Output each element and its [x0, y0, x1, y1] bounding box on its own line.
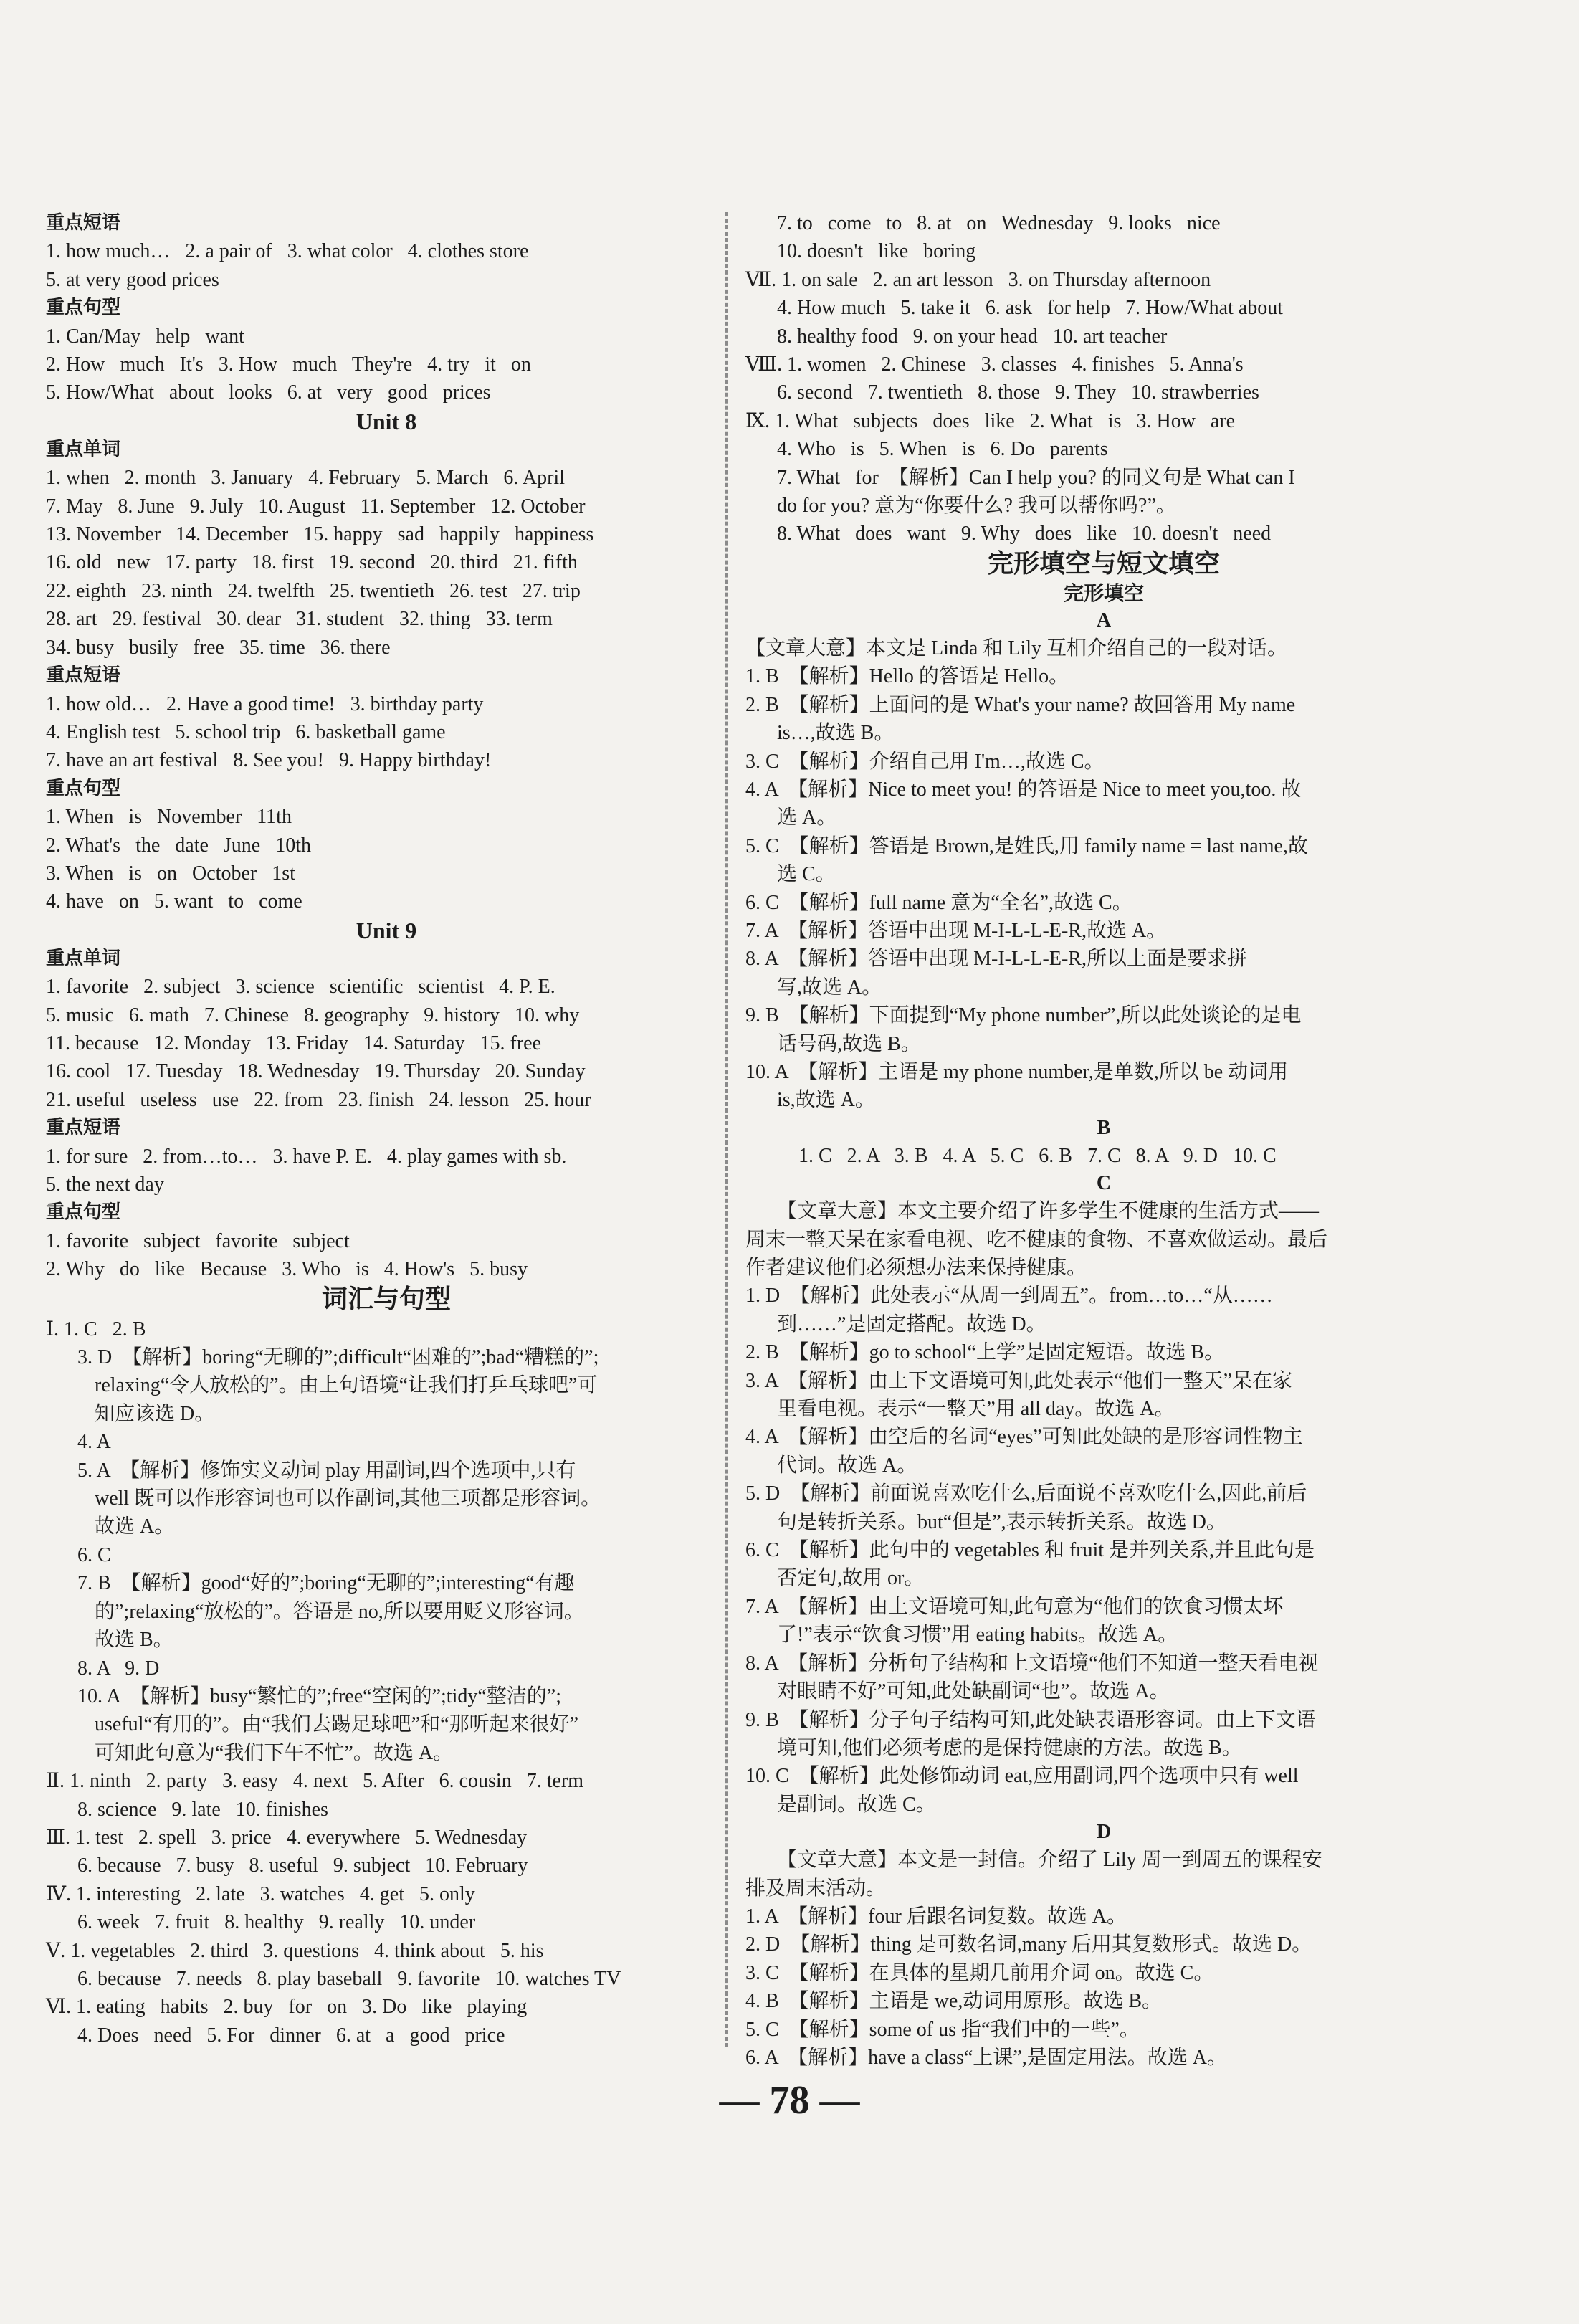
- text-line: 3. D 【解析】boring“无聊的”;difficult“困难的”;bad“糟糕的”;: [77, 1346, 599, 1369]
- unit-title: Unit 8: [356, 408, 417, 434]
- text-line: 5. at very good prices: [46, 268, 219, 291]
- text-line: 8. healthy food 9. on your head 10. art teacher: [777, 325, 1168, 348]
- text-line: 【文章大意】本文是一封信。介绍了 Lily 周一到周五的课程安: [777, 1849, 1322, 1872]
- text-line: 到……”是固定搭配。故选 D。: [777, 1313, 1046, 1335]
- section-heading: 重点短语: [46, 1117, 121, 1139]
- passage-label: D: [1096, 1821, 1112, 1844]
- text-line: 代词。故选 A。: [777, 1454, 917, 1477]
- text-line: 1. A 【解析】four 后跟名词复数。故选 A。: [745, 1905, 1127, 1928]
- text-line: 4. English test 5. school trip 6. basketball game: [46, 720, 446, 743]
- text-line: 1. B 【解析】Hello 的答语是 Hello。: [745, 665, 1069, 688]
- text-line: 1. favorite subject favorite subject: [46, 1229, 350, 1252]
- text-line: 7. A 【解析】由上文语境可知,此句意为“他们的饮食习惯太坏: [745, 1595, 1284, 1618]
- text-line: 7. A 【解析】答语中出现 M-I-L-L-E-R,故选 A。: [745, 919, 1167, 942]
- text-line: 【文章大意】本文主要介绍了许多学生不健康的生活方式——: [777, 1200, 1320, 1223]
- section-heading: 重点短语: [46, 665, 121, 687]
- text-line: 6. C 【解析】此句中的 vegetables 和 fruit 是并列关系,并且此句是: [745, 1539, 1315, 1562]
- text-line: 5. How/What about looks 6. at very good prices: [46, 381, 491, 404]
- text-line: is,故选 A。: [777, 1089, 875, 1112]
- text-line: 5. C 【解析】some of us 指“我们中的一些”。: [745, 2018, 1140, 2041]
- text-line: Ⅲ. 1. test 2. spell 3. price 4. everywhere 5. Wednesday: [46, 1826, 528, 1849]
- text-line: 8. A 9. D: [77, 1657, 160, 1680]
- text-line: 知应该选 D。: [95, 1402, 215, 1425]
- text-line: 21. useful useless use 22. from 23. finish 24. lesson 25. hour: [46, 1088, 591, 1111]
- section-heading: 重点单词: [46, 947, 121, 969]
- text-line: Ⅰ. 1. C 2. B: [46, 1318, 146, 1340]
- text-line: 作者建议他们必须想办法来保持健康。: [745, 1257, 1087, 1279]
- text-line: 10. A 【解析】busy“繁忙的”;free“空闲的”;tidy“整洁的”;: [77, 1685, 561, 1708]
- text-line: 10. doesn't like boring: [777, 240, 976, 263]
- text-line: 13. November 14. December 15. happy sad happily happiness: [46, 523, 594, 546]
- text-line: 2. D 【解析】thing 是可数名词,many 后用其复数形式。故选 D。: [745, 1933, 1312, 1956]
- text-line: Ⅵ. 1. eating habits 2. buy for on 3. Do like playing: [46, 1996, 528, 2019]
- text-line: 是副词。故选 C。: [777, 1793, 936, 1816]
- text-line: 6. because 7. busy 8. useful 9. subject 10. February: [77, 1854, 528, 1877]
- text-line: do for you? 意为“你要什么? 我可以帮你吗?”。: [777, 495, 1176, 518]
- text-line: 7. to come to 8. at on Wednesday 9. looks nice: [777, 212, 1221, 234]
- text-line: 28. art 29. festival 30. dear 31. student 32. thing 33. term: [46, 608, 553, 631]
- text-line: 【文章大意】本文是 Linda 和 Lily 互相介绍自己的一段对话。: [745, 637, 1287, 659]
- text-line: 4. A 【解析】Nice to meet you! 的答语是 Nice to meet you,too. 故: [745, 778, 1302, 801]
- left-column: [46, 209, 727, 2049]
- text-line: 16. cool 17. Tuesday 18. Wednesday 19. Thursday 20. Sunday: [46, 1060, 586, 1083]
- text-line: 2. Why do like Because 3. Who is 4. How's 5. busy: [46, 1258, 528, 1281]
- text-line: 1. for sure 2. from…to… 3. have P. E. 4. play games with sb.: [46, 1145, 567, 1168]
- text-line: 对眼睛不好”可知,此处缺副词“也”。故选 A。: [777, 1680, 1170, 1703]
- text-line: 3. A 【解析】由上下文语境可知,此处表示“他们一整天”呆在家: [745, 1369, 1292, 1392]
- text-line: 6. C: [77, 1543, 111, 1566]
- text-line: 4. Does need 5. For dinner 6. at a good price: [77, 2024, 505, 2047]
- text-line: 11. because 12. Monday 13. Friday 14. Saturday 15. free: [46, 1032, 542, 1054]
- part-title: 完形填空与短文填空: [987, 548, 1220, 578]
- text-line: 3. When is on October 1st: [46, 862, 295, 885]
- part-subtitle: 完形填空: [1063, 581, 1144, 605]
- text-line: 7. May 8. June 9. July 10. August 11. September 12. October: [46, 495, 586, 518]
- text-line: 5. C 【解析】答语是 Brown,是姓氏,用 family name = last name,故: [745, 834, 1308, 857]
- text-line: 里看电视。表示“一整天”用 all day。故选 A。: [777, 1398, 1175, 1421]
- text-line: 境可知,他们必须考虑的是保持健康的方法。故选 B。: [777, 1736, 1242, 1759]
- text-line: Ⅸ. 1. What subjects does like 2. What is 3. How are: [745, 409, 1236, 432]
- text-line: 16. old new 17. party 18. first 19. second 20. third 21. fifth: [46, 551, 578, 574]
- text-line: 选 A。: [777, 806, 837, 829]
- text-line: 34. busy busily free 35. time 36. there: [46, 636, 391, 659]
- text-line: 5. the next day: [46, 1173, 164, 1196]
- text-line: 1. Can/May help want: [46, 325, 244, 348]
- text-line: 10. C 【解析】此处修饰动词 eat,应用副词,四个选项中只有 well: [745, 1765, 1299, 1788]
- text-line: 8. science 9. late 10. finishes: [77, 1798, 328, 1821]
- text-line: 1. When is November 11th: [46, 806, 292, 829]
- passage-label: A: [1096, 609, 1112, 632]
- text-line: 22. eighth 23. ninth 24. twelfth 25. twentieth 26. test 27. trip: [46, 579, 581, 602]
- text-line: 6. week 7. fruit 8. healthy 9. really 10. under: [77, 1911, 476, 1934]
- text-line: Ⅳ. 1. interesting 2. late 3. watches 4. get 5. only: [46, 1882, 475, 1905]
- text-line: 否定句,故用 or。: [777, 1567, 925, 1590]
- text-line: 故选 B。: [95, 1629, 173, 1652]
- text-line: 的”;relaxing“放松的”。答语是 no,所以要用贬义形容词。: [95, 1600, 584, 1623]
- text-line: useful“有用的”。由“我们去踢足球吧”和“那听起来很好”: [95, 1713, 578, 1736]
- text-line: Ⅶ. 1. on sale 2. an art lesson 3. on Thursday afternoon: [745, 268, 1211, 291]
- column-divider: [725, 212, 728, 2047]
- text-line: 选 C。: [777, 863, 836, 886]
- answer-line: 1. C 2. A 3. B 4. A 5. C 6. B 7. C 8. A 9. D 10. C: [798, 1144, 1277, 1167]
- text-line: 2. B 【解析】上面问的是 What's your name? 故回答用 My name: [745, 693, 1296, 716]
- text-line: 3. C 【解析】在具体的星期几前用介词 on。故选 C。: [745, 1961, 1214, 1984]
- text-line: 4. A: [77, 1431, 111, 1454]
- passage-label: B: [1097, 1116, 1111, 1139]
- page-number: — 78 —: [719, 2078, 860, 2123]
- section-heading: 重点句型: [46, 1201, 121, 1224]
- text-line: 6. second 7. twentieth 8. those 9. They 10. strawberries: [777, 381, 1259, 404]
- text-line: 4. have on 5. want to come: [46, 890, 302, 913]
- text-line: 故选 A。: [95, 1515, 175, 1538]
- text-line: 1. favorite 2. subject 3. science scientific scientist 4. P. E.: [46, 976, 555, 999]
- text-line: 句是转折关系。but“但是”,表示转折关系。故选 D。: [777, 1510, 1226, 1533]
- section-heading: 重点短语: [46, 212, 121, 234]
- text-line: 9. B 【解析】下面提到“My phone number”,所以此处谈论的是电: [745, 1004, 1302, 1027]
- text-line: 7. B 【解析】good“好的”;boring“无聊的”;interesting“有趣: [77, 1572, 575, 1595]
- part-title: 词汇与句型: [321, 1284, 451, 1314]
- text-line: 6. because 7. needs 8. play baseball 9. favorite 10. watches TV: [77, 1967, 621, 1990]
- text-line: 1. when 2. month 3. January 4. February 5. March 6. April: [46, 467, 565, 490]
- text-line: 可知此句意为“我们下午不忙”。故选 A。: [95, 1741, 454, 1764]
- section-heading: 重点句型: [46, 777, 121, 799]
- text-line: 7. have an art festival 8. See you! 9. Happy birthday!: [46, 749, 492, 772]
- text-line: 6. C 【解析】full name 意为“全名”,故选 C。: [745, 891, 1132, 914]
- text-line: 3. C 【解析】介绍自己用 I'm…,故选 C。: [745, 750, 1105, 773]
- text-line: 9. B 【解析】分子句子结构可知,此处缺表语形容词。由上下文语: [745, 1708, 1316, 1731]
- text-line: relaxing“令人放松的”。由上句语境“让我们打乒乓球吧”可: [95, 1374, 598, 1397]
- text-line: 7. What for 【解析】Can I help you? 的同义句是 What can I: [777, 466, 1295, 489]
- text-line: 5. music 6. math 7. Chinese 8. geography 9. history 10. why: [46, 1004, 580, 1027]
- text-line: 2. What's the date June 10th: [46, 834, 312, 857]
- text-line: 5. A 【解析】修饰实义动词 play 用副词,四个选项中,只有: [77, 1459, 576, 1482]
- text-line: 话号码,故选 B。: [777, 1032, 921, 1055]
- text-line: 4. How much 5. take it 6. ask for help 7. How/What about: [777, 297, 1284, 320]
- text-line: 1. how old… 2. Have a good time! 3. birthday party: [46, 692, 484, 715]
- text-line: well 既可以作形容词也可以作副词,其他三项都是形容词。: [95, 1487, 601, 1510]
- text-line: Ⅴ. 1. vegetables 2. third 3. questions 4. think about 5. his: [46, 1939, 544, 1962]
- text-line: 周末一整天呆在家看电视、吃不健康的食物、不喜欢做运动。最后: [745, 1228, 1328, 1251]
- text-line: 4. A 【解析】由空后的名词“eyes”可知此处缺的是形容词性物主: [745, 1426, 1303, 1449]
- text-line: 10. A 【解析】主语是 my phone number,是单数,所以 be 动词用: [745, 1060, 1289, 1083]
- text-line: 4. B 【解析】主语是 we,动词用原形。故选 B。: [745, 1990, 1163, 2013]
- text-line: 8. What does want 9. Why does like 10. doesn't need: [777, 523, 1272, 546]
- text-line: 了!”表示“饮食习惯”用 eating habits。故选 A。: [777, 1624, 1178, 1647]
- text-line: 1. how much… 2. a pair of 3. what color 4. clothes store: [46, 240, 529, 263]
- text-line: 5. D 【解析】前面说喜欢吃什么,后面说不喜欢吃什么,因此,前后: [745, 1482, 1307, 1505]
- right-column: [745, 209, 1462, 2072]
- text-line: 6. A 【解析】have a class“上课”,是固定用法。故选 A。: [745, 2046, 1227, 2069]
- text-line: 1. D 【解析】此处表示“从周一到周五”。from…to…“从……: [745, 1285, 1273, 1308]
- text-line: Ⅱ. 1. ninth 2. party 3. easy 4. next 5. After 6. cousin 7. term: [46, 1770, 584, 1793]
- text-line: 2. How much It's 3. How much They're 4. try it on: [46, 353, 531, 376]
- section-heading: 重点单词: [46, 438, 121, 460]
- text-line: 8. A 【解析】分析句子结构和上文语境“他们不知道一整天看电视: [745, 1652, 1319, 1675]
- text-line: is…,故选 B。: [777, 722, 895, 745]
- text-line: Ⅷ. 1. women 2. Chinese 3. classes 4. finishes 5. Anna's: [745, 353, 1244, 376]
- text-line: 4. Who is 5. When is 6. Do parents: [777, 438, 1108, 461]
- text-line: 写,故选 A。: [777, 976, 882, 999]
- text-line: 排及周末活动。: [745, 1877, 887, 1900]
- unit-title: Unit 9: [356, 917, 417, 943]
- text-line: 2. B 【解析】go to school“上学”是固定短语。故选 B。: [745, 1341, 1225, 1364]
- text-line: 8. A 【解析】答语中出现 M-I-L-L-E-R,所以上面是要求拼: [745, 948, 1247, 971]
- section-heading: 重点句型: [46, 297, 121, 319]
- passage-label: C: [1096, 1172, 1112, 1195]
